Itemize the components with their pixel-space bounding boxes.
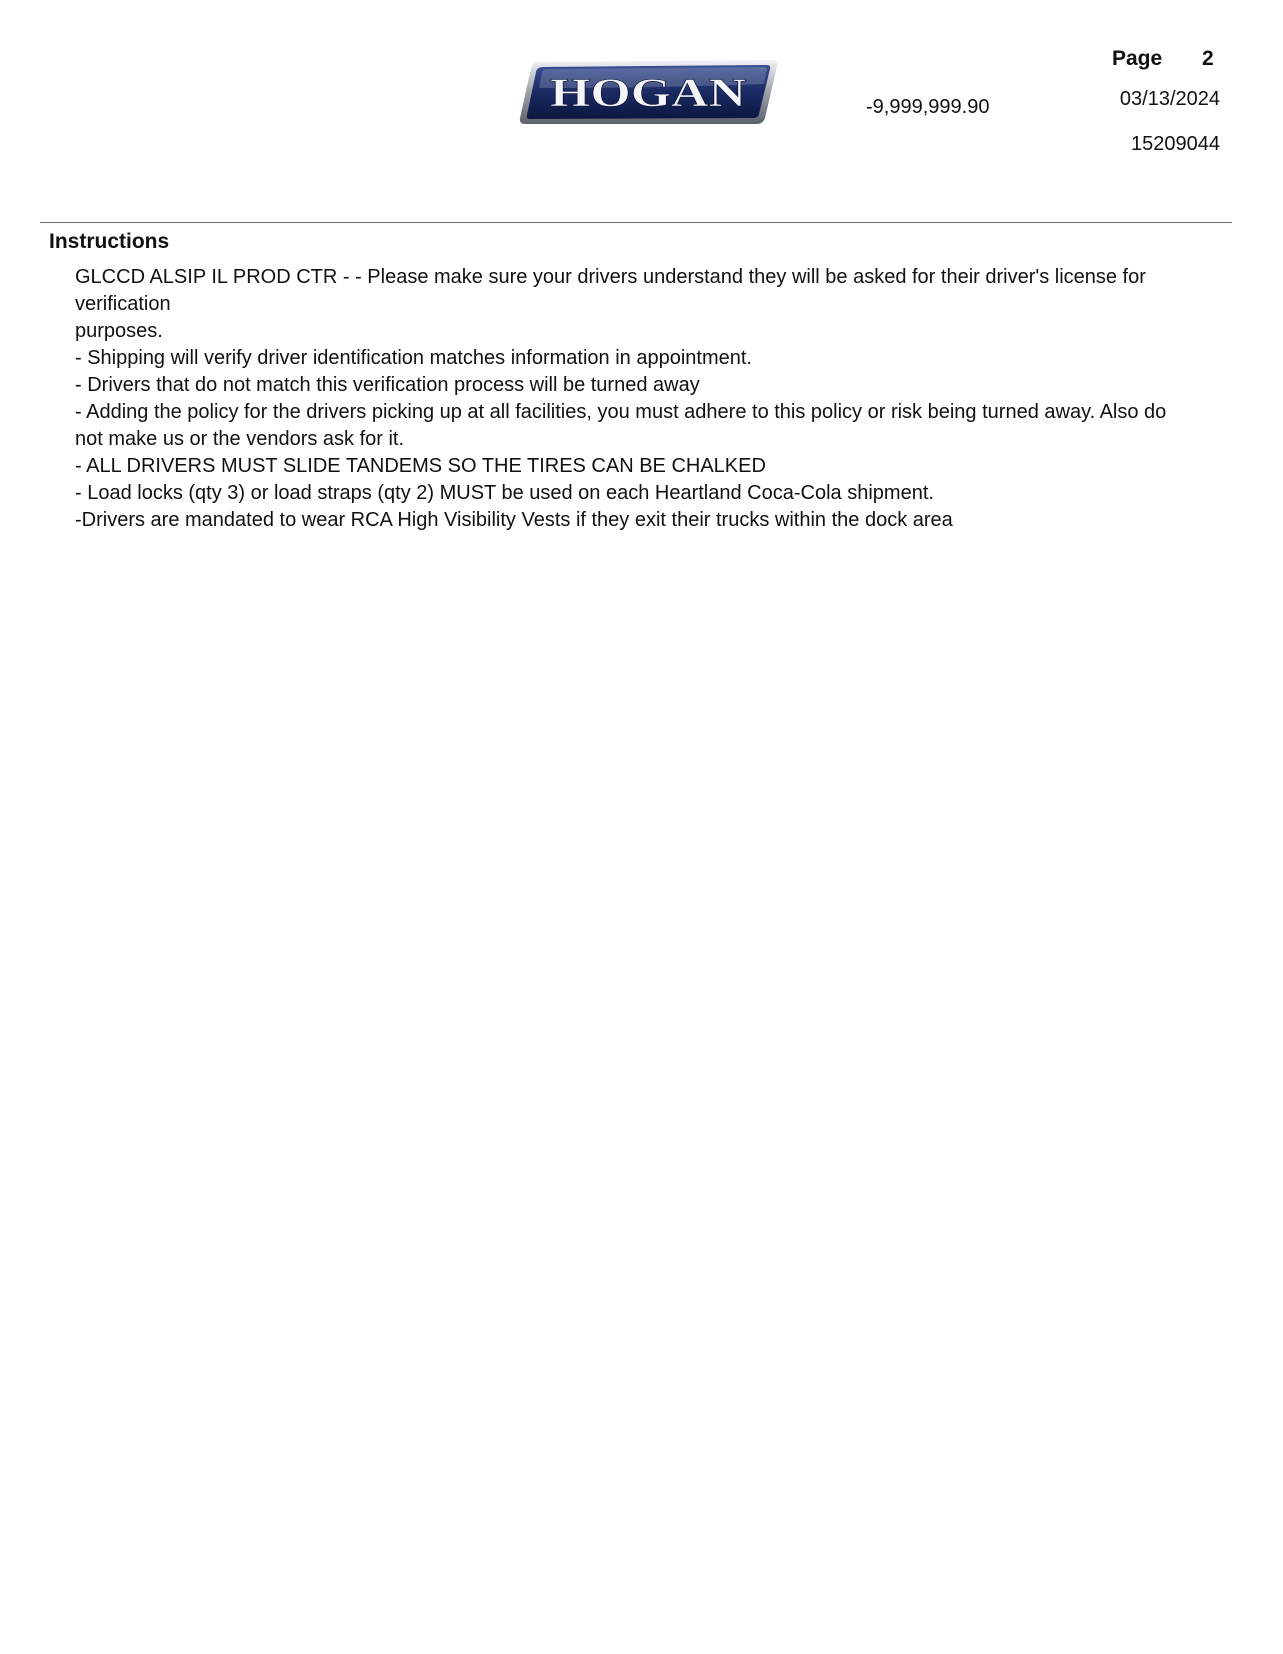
header-divider — [40, 222, 1232, 223]
instruction-line: - Shipping will verify driver identification matches information in appointment. — [75, 347, 752, 369]
instructions-list — [75, 264, 1185, 534]
instruction-line: -Drivers are mandated to wear RCA High Visibility Vests if they exit their trucks within the dock area — [75, 509, 953, 531]
page-label: Page — [1112, 47, 1163, 70]
instructions-heading: Instructions — [49, 230, 170, 253]
instruction-line: - Drivers that do not match this verification process will be turned away — [75, 374, 700, 396]
page-number: 2 — [1202, 47, 1214, 70]
hogan-logo — [517, 58, 779, 126]
logo-wordmark: HOGAN — [550, 70, 747, 115]
instruction-line: - Load locks (qty 3) or load straps (qty 2) MUST be used on each Heartland Coca-Cola shipment. — [75, 482, 934, 504]
instruction-line: - ALL DRIVERS MUST SLIDE TANDEMS SO THE TIRES CAN BE CHALKED — [75, 455, 766, 477]
instruction-line: GLCCD ALSIP IL PROD CTR - - Please make sure your drivers understand they will be asked for their driver's license for verification — [75, 266, 1146, 315]
amount-value: -9,999,999.90 — [866, 96, 990, 118]
instruction-line: purposes. — [75, 320, 163, 342]
document-date: 03/13/2024 — [1119, 88, 1220, 110]
document-number: 15209044 — [1131, 133, 1220, 155]
instruction-line: - Adding the policy for the drivers picking up at all facilities, you must adhere to this policy or risk being turned away. Also do not make us or the vendors ask for it. — [75, 401, 1167, 450]
